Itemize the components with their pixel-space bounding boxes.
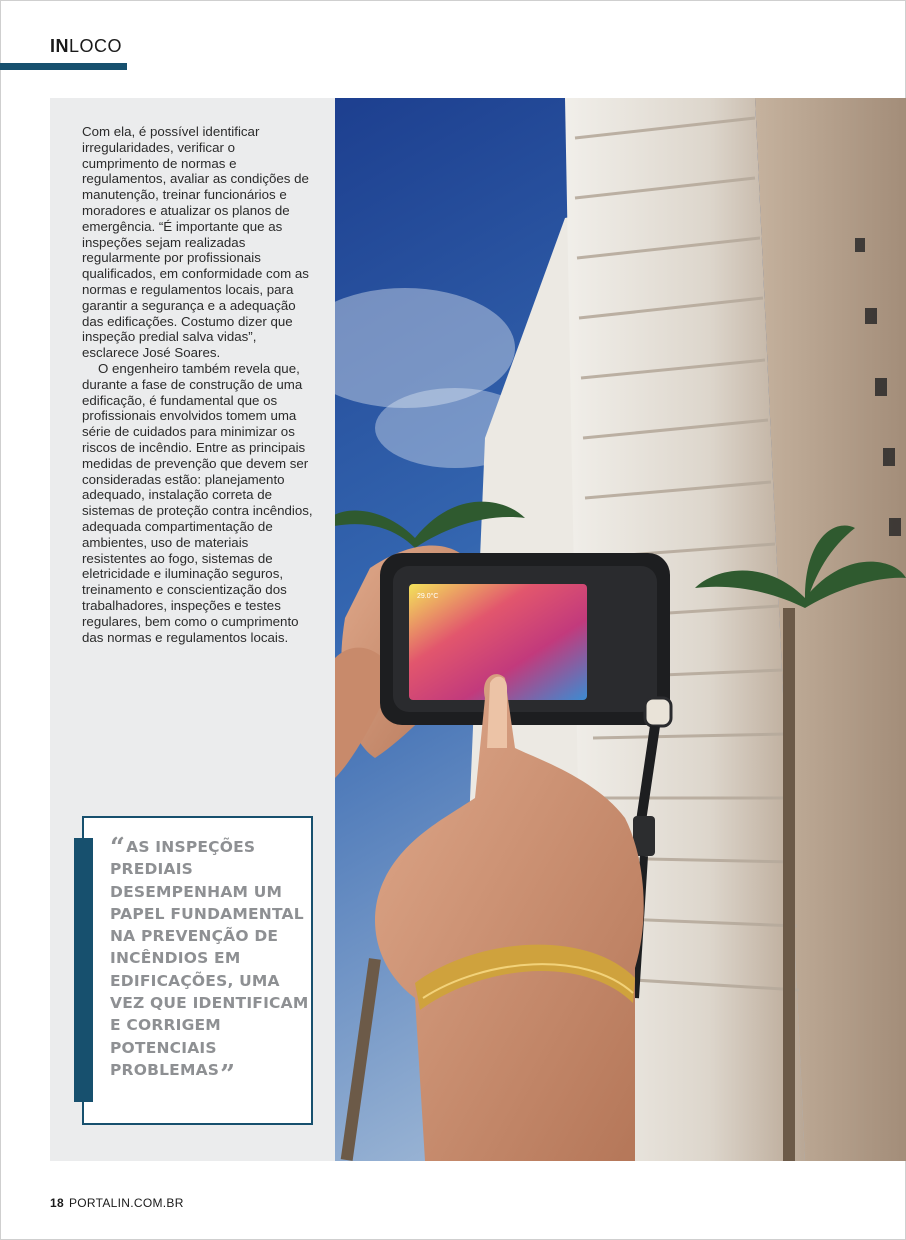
section-header bbox=[50, 36, 122, 57]
page-footer bbox=[50, 1196, 184, 1210]
close-quote-mark: ” bbox=[220, 1059, 236, 1090]
pull-quote-text: AS INSPEÇÕES PREDIAIS DESEMPENHAM UM PAPEL FUNDAMENTAL NA PREVENÇÃO DE INCÊNDIOS EM EDIFICAÇÕES, UMA VEZ QUE IDENTIFICAM E CORRIGEM POTENCIAIS PROBLEMAS bbox=[110, 838, 309, 1079]
header-rule bbox=[0, 63, 127, 70]
page-number: 18 bbox=[50, 1196, 64, 1210]
pull-quote-accent-bar bbox=[74, 838, 93, 1102]
camera-temp-readout: 29.0°C bbox=[417, 593, 439, 600]
article-paragraph: O engenheiro também revela que, durante a fase de construção de uma edificação, é fundamental que os profissionais envolvidos tomem uma série de cuidados para minimizar os riscos de incêndio. Entre as principais medidas de prevenção que devem ser consideradas estão: planejamento adequado, instalação correta de sistemas de proteção contra incêndios, adequada compartimentação de ambientes, uso de materiais resistentes ao fogo, sistemas de eletricidade e iluminação seguros, treinamento e conscientização dos trabalhadores, inspeções e testes regulares, bem como o cumprimento das normas e regulamentos locais. bbox=[82, 360, 313, 645]
footer-site: PORTALIN.COM.BR bbox=[68, 1196, 184, 1210]
pull-quote bbox=[110, 833, 310, 1090]
article-paragraph: Com ela, é possível identificar irregularidades, verificar o cumprimento de normas e regulamentos, avaliar as condições de manutenção, treinar funcionários e moradores e atualizar os planos de emergência. “É importante que as inspeções sejam realizadas regularmente por profissionais qualificados, em conformidade com as normas e regulamentos locais, para garantir a segurança e a adequação das edificações. Costumo dizer que inspeção predial salva vidas”, esclarece José Soares. bbox=[82, 124, 309, 361]
article-body bbox=[82, 124, 314, 645]
open-quote-mark: “ bbox=[110, 833, 126, 863]
section-header-light: LOCO bbox=[69, 36, 123, 56]
building-thermal-camera-photo bbox=[335, 98, 906, 1161]
section-header-bold: IN bbox=[50, 36, 69, 56]
